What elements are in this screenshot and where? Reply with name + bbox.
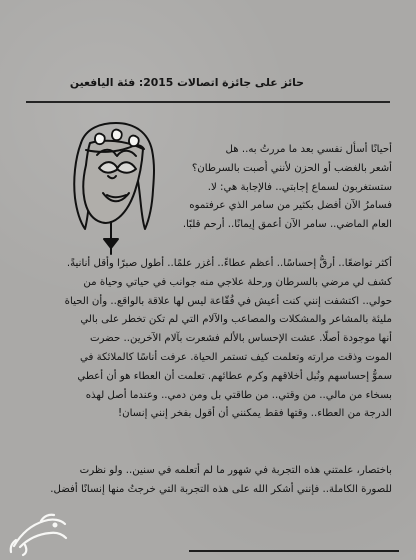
intro-line: ستستغربون لسماع إجابتي.. فالإجابة هي: لا. xyxy=(207,181,392,193)
title-divider xyxy=(26,101,390,103)
smiling-girl-illustration-icon xyxy=(50,118,180,263)
intro-line: العام الماضي.. سامر الآن أعمق إيمانًا.. أرحم قلبًا. xyxy=(182,219,392,231)
main-line: أكثر تواضعًا.. أرقُّ إحساسًا.. أعظم عطاءً.. أغزر علمًا.. أطول صبرًا وأقل أنانيةً. xyxy=(66,258,392,269)
footer-divider xyxy=(189,550,399,552)
main-line: سموُّ إحساسهم ونُبل أخلاقهم وكرم عطائهم. تعلمت أن العطاء هو أن أعطي xyxy=(77,370,392,382)
main-line: حولي.. اكتشفت إنني كنت أعيش في فُقّاعة ليس لها علاقة بالواقع.. وأن الحياة xyxy=(64,295,392,307)
dolphin-publisher-logo-icon xyxy=(7,509,69,557)
main-line: بسخاء من مالي.. من وقتي.. من طاقتي بل ومن دمي.. وعندما أصل لهذه xyxy=(85,389,392,401)
award-title: حائز على جائزة اتصالات 2015: فئة اليافعين xyxy=(69,76,304,89)
intro-line: أشعر بالغضب أو الحزن لأنني أُصبت بالسرطان؟ xyxy=(191,162,392,174)
intro-line: فسامرُ الآن أفضل بكثير من سامر الذي عرفتموه xyxy=(189,200,392,212)
main-line: الموت وذقت مرارته وتعلمت كيف تستمر الحياة. عرفت أناسًا كالملائكة في xyxy=(80,351,392,363)
intro-line: أحيانًا أسأل نفسي بعد ما مررتُ به.. هل xyxy=(225,144,392,155)
main-line: الدرجة من العطاء.. وقتها فقط يمكنني أن أقول بفخر إنني إنسان! xyxy=(118,408,392,420)
main-line: مليئة بالمشاعر والمشكلات والمصاعب والآلام التي لم تكن تخطر على بالي xyxy=(80,314,392,326)
closing-paragraph xyxy=(24,462,392,500)
closing-line: للصورة الكاملة.. فإنني أشكر الله على هذه التجربة التي خرجتُ منها إنسانًا أفضل. xyxy=(50,483,392,495)
main-paragraph xyxy=(24,255,392,424)
main-line: كشف لي مرضي بالسرطان ورحلة علاجي منه جوانب في حياتي وحياة من xyxy=(83,276,392,288)
intro-paragraph xyxy=(181,141,392,235)
closing-line: باختصار، علمتني هذه التجربة في شهور ما لم أتعلمه في سنين.. ولو نظرت xyxy=(79,465,392,476)
main-line: أنها موجودة أصلًا. عشت الإحساس بالألم فشعرت بآلام الآخرين.. حضرت xyxy=(89,333,392,345)
